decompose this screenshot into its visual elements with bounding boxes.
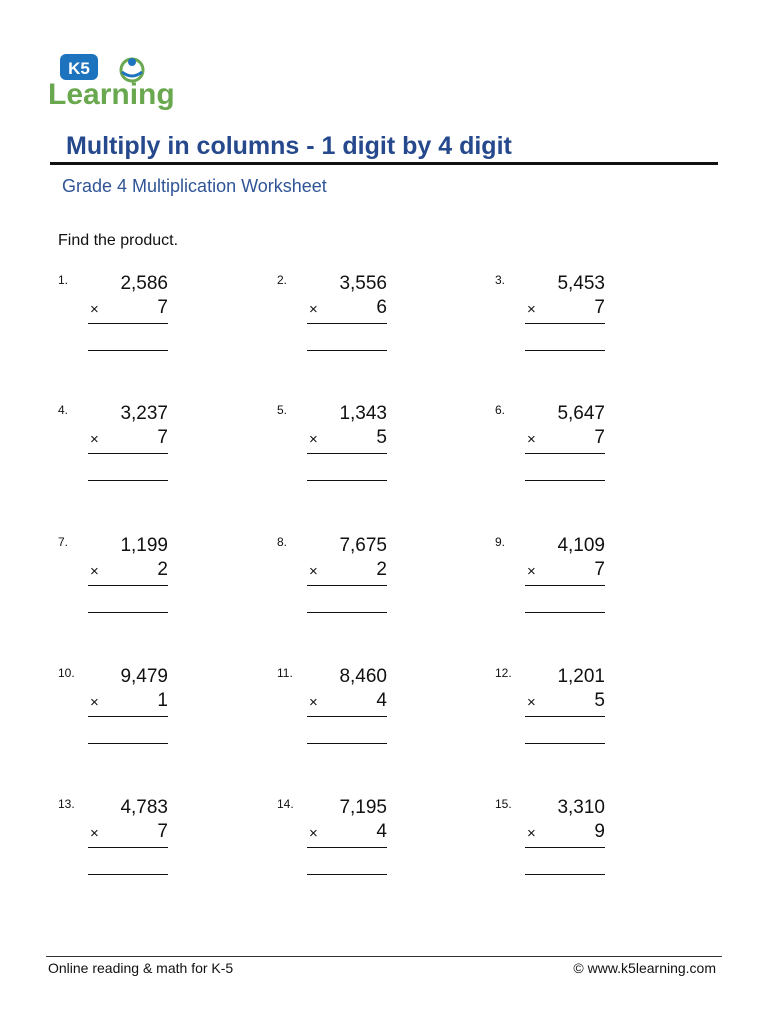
times-sign: ×	[527, 301, 536, 318]
operation-line	[88, 585, 168, 586]
problem-number: 2.	[277, 273, 288, 287]
answer-line[interactable]	[525, 350, 605, 351]
answer-line[interactable]	[307, 350, 387, 351]
svg-text:K5: K5	[68, 59, 90, 78]
multiplier: 7	[157, 297, 168, 318]
times-sign: ×	[90, 694, 99, 711]
problem-number: 9.	[495, 535, 506, 549]
times-sign: ×	[527, 694, 536, 711]
problem-8	[277, 535, 387, 615]
page-title: Multiply in columns - 1 digit by 4 digit	[66, 132, 512, 160]
multiplicand: 1,199	[120, 535, 168, 556]
answer-line[interactable]	[88, 350, 168, 351]
times-sign: ×	[90, 825, 99, 842]
problem-13	[58, 797, 168, 877]
svg-text:Learning: Learning	[48, 78, 175, 111]
title-divider	[50, 162, 718, 165]
multiplicand: 4,109	[557, 535, 605, 556]
times-sign: ×	[309, 431, 318, 448]
multiplicand: 3,237	[120, 403, 168, 424]
k5-learning-logo	[48, 52, 188, 114]
operation-line	[88, 323, 168, 324]
operation-line	[88, 453, 168, 454]
times-sign: ×	[309, 694, 318, 711]
operation-line	[88, 716, 168, 717]
problem-number: 13.	[58, 797, 75, 811]
problem-5	[277, 403, 387, 483]
times-sign: ×	[309, 825, 318, 842]
footer-divider	[46, 956, 722, 957]
multiplier: 6	[376, 297, 387, 318]
footer-tagline: Online reading & math for K-5	[48, 960, 234, 976]
multiplicand: 8,460	[339, 666, 387, 687]
problem-7	[58, 535, 168, 615]
multiplicand: 2,586	[120, 273, 168, 294]
multiplicand: 1,201	[557, 666, 605, 687]
problem-9	[495, 535, 605, 615]
operation-line	[525, 716, 605, 717]
multiplier: 7	[594, 427, 605, 448]
multiplicand: 7,675	[339, 535, 387, 556]
problem-3	[495, 273, 605, 353]
times-sign: ×	[527, 563, 536, 580]
problem-11	[277, 666, 387, 746]
problem-number: 4.	[58, 403, 69, 417]
answer-line[interactable]	[88, 874, 168, 875]
multiplicand: 5,647	[557, 403, 605, 424]
multiplicand: 5,453	[557, 273, 605, 294]
answer-line[interactable]	[525, 874, 605, 875]
page-subtitle: Grade 4 Multiplication Worksheet	[62, 176, 327, 196]
answer-line[interactable]	[307, 743, 387, 744]
times-sign: ×	[90, 431, 99, 448]
answer-line[interactable]	[525, 612, 605, 613]
answer-line[interactable]	[307, 480, 387, 481]
problem-number: 11.	[277, 666, 293, 680]
problem-number: 12.	[495, 666, 512, 680]
problem-12	[495, 666, 605, 746]
operation-line	[307, 585, 387, 586]
problem-14	[277, 797, 387, 877]
problem-number: 5.	[277, 403, 288, 417]
multiplier: 5	[376, 427, 387, 448]
instructions: Find the product.	[58, 232, 179, 249]
problem-number: 10.	[58, 666, 75, 680]
footer-website: © www.k5learning.com	[573, 960, 716, 976]
problem-number: 1.	[58, 273, 69, 287]
answer-line[interactable]	[88, 743, 168, 744]
multiplicand: 4,783	[120, 797, 168, 818]
operation-line	[525, 453, 605, 454]
problem-15	[495, 797, 605, 877]
problem-2	[277, 273, 387, 353]
times-sign: ×	[527, 825, 536, 842]
problem-number: 7.	[58, 535, 69, 549]
answer-line[interactable]	[307, 874, 387, 875]
multiplier: 4	[376, 821, 387, 842]
operation-line	[307, 716, 387, 717]
operation-line	[307, 453, 387, 454]
problem-6	[495, 403, 605, 483]
operation-line	[307, 323, 387, 324]
times-sign: ×	[90, 301, 99, 318]
multiplier: 2	[157, 559, 168, 580]
times-sign: ×	[309, 563, 318, 580]
problem-number: 3.	[495, 273, 506, 287]
operation-line	[525, 323, 605, 324]
answer-line[interactable]	[88, 612, 168, 613]
problem-4	[58, 403, 168, 483]
problem-number: 14.	[277, 797, 294, 811]
answer-line[interactable]	[525, 480, 605, 481]
multiplier: 7	[594, 297, 605, 318]
operation-line	[88, 847, 168, 848]
multiplicand: 9,479	[120, 666, 168, 687]
times-sign: ×	[90, 563, 99, 580]
multiplier: 7	[157, 821, 168, 842]
multiplier: 7	[157, 427, 168, 448]
multiplier: 7	[594, 559, 605, 580]
problem-number: 8.	[277, 535, 288, 549]
multiplier: 2	[376, 559, 387, 580]
multiplicand: 7,195	[339, 797, 387, 818]
answer-line[interactable]	[525, 743, 605, 744]
times-sign: ×	[309, 301, 318, 318]
problem-1	[58, 273, 168, 353]
times-sign: ×	[527, 431, 536, 448]
multiplier: 1	[157, 690, 168, 711]
multiplier: 4	[376, 690, 387, 711]
problem-number: 15.	[495, 797, 512, 811]
problem-number: 6.	[495, 403, 506, 417]
multiplier: 9	[594, 821, 605, 842]
multiplicand: 3,310	[557, 797, 605, 818]
operation-line	[525, 847, 605, 848]
operation-line	[307, 847, 387, 848]
multiplicand: 1,343	[339, 403, 387, 424]
multiplicand: 3,556	[339, 273, 387, 294]
answer-line[interactable]	[88, 480, 168, 481]
answer-line[interactable]	[307, 612, 387, 613]
problem-10	[58, 666, 168, 746]
multiplier: 5	[594, 690, 605, 711]
operation-line	[525, 585, 605, 586]
